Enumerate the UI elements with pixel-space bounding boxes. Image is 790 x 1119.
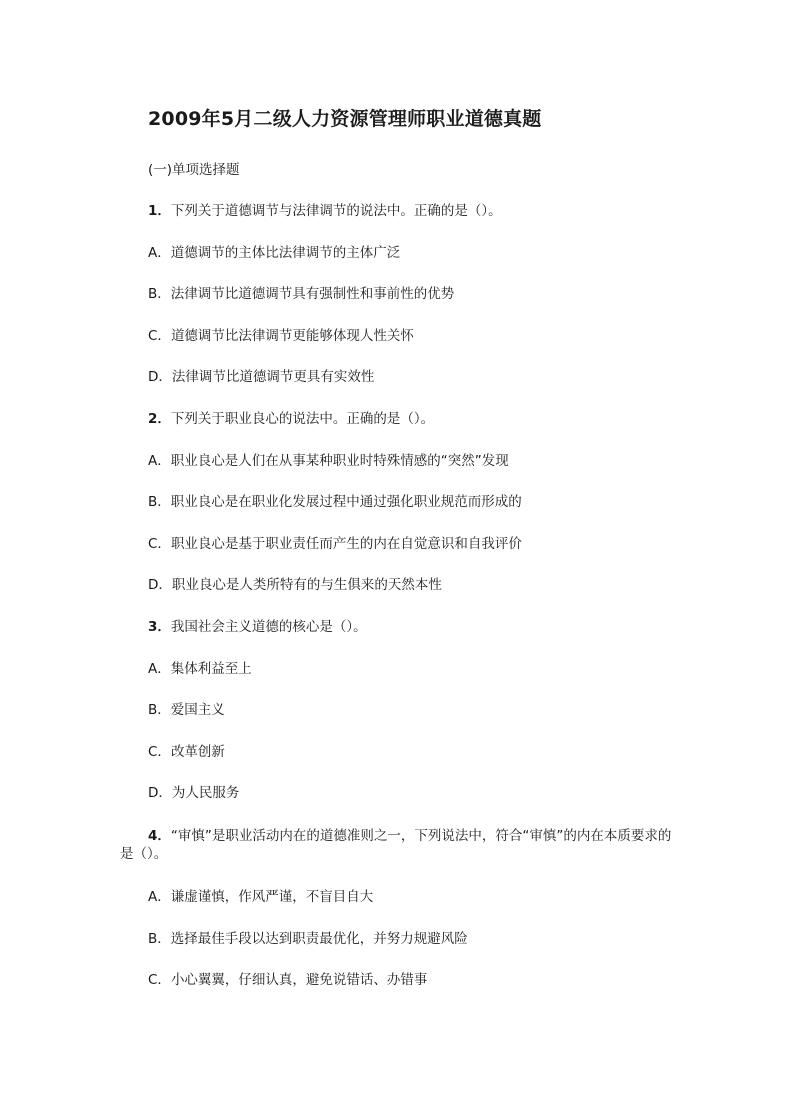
question-number: 4． — [148, 828, 171, 844]
option-text: 选择最佳手段以达到职责最优化，并努力规避风险 — [170, 931, 468, 947]
question-text: 我国社会主义道德的核心是（）。 — [170, 619, 367, 635]
q1-option-d — [148, 368, 374, 386]
q3-option-c — [148, 743, 225, 761]
option-letter: D． — [148, 577, 172, 593]
option-letter: C． — [148, 536, 171, 552]
question-text: 下列关于职业良心的说法中。正确的是（）。 — [170, 411, 435, 427]
option-text: 为人民服务 — [171, 785, 240, 801]
option-letter: C． — [148, 972, 171, 988]
option-text: 职业良心是基于职业责任而产生的内在自觉意识和自我评价 — [170, 536, 522, 552]
option-text: 小心翼翼，仔细认真，避免说错话、办错事 — [170, 972, 428, 988]
option-letter: A． — [148, 661, 171, 677]
option-text: 爱国主义 — [170, 702, 225, 718]
q4-option-b — [148, 930, 468, 948]
document-title: 2009年5月二级人力资源管理师职业道德真题 — [148, 108, 542, 130]
q3-option-b — [148, 701, 225, 719]
q1-option-a — [148, 244, 400, 262]
option-text: 集体利益至上 — [170, 661, 252, 677]
q2-option-d — [148, 576, 442, 594]
option-text: 改革创新 — [170, 744, 225, 760]
question-1 — [148, 202, 502, 220]
option-letter: B． — [148, 702, 171, 718]
option-text: 道德调节比法律调节更能够体现人性关怀 — [170, 328, 414, 344]
option-letter: D． — [148, 785, 172, 801]
option-letter: A． — [148, 245, 171, 261]
option-letter: B． — [148, 494, 171, 510]
q4-option-a — [148, 888, 373, 906]
question-2 — [148, 410, 434, 428]
option-text: 法律调节比道德调节更具有实效性 — [171, 369, 375, 385]
q2-option-b — [148, 493, 522, 511]
option-text: 法律调节比道德调节具有强制性和事前性的优势 — [170, 286, 455, 302]
question-3 — [148, 618, 367, 636]
q2-option-c — [148, 535, 522, 553]
q2-option-a — [148, 452, 509, 470]
question-text: 下列关于道德调节与法律调节的说法中。正确的是（）。 — [170, 203, 502, 219]
option-letter: A． — [148, 453, 171, 469]
q1-option-b — [148, 285, 454, 303]
option-letter: B． — [148, 931, 171, 947]
q3-option-d — [148, 784, 239, 802]
option-text: 职业良心是人类所特有的与生俱来的天然本性 — [171, 577, 442, 593]
option-letter: C． — [148, 328, 171, 344]
option-letter: A． — [148, 889, 171, 905]
option-text: 职业良心是人们在从事某种职业时特殊情感的“突然”发现 — [170, 453, 509, 469]
question-number: 1． — [148, 203, 171, 219]
option-letter: C． — [148, 744, 171, 760]
question-4 — [120, 827, 680, 863]
question-number: 3． — [148, 619, 171, 635]
q1-option-c — [148, 327, 414, 345]
option-letter: B． — [148, 286, 171, 302]
option-text: 道德调节的主体比法律调节的主体广泛 — [170, 245, 401, 261]
option-text: 职业良心是在职业化发展过程中通过强化职业规范而形成的 — [170, 494, 522, 510]
option-letter: D． — [148, 369, 172, 385]
section-heading: (一)单项选择题 — [148, 162, 240, 178]
q4-option-c — [148, 971, 427, 989]
q3-option-a — [148, 660, 252, 678]
question-number: 2． — [148, 411, 171, 427]
option-text: 谦虚谨慎，作风严谨，不盲目自大 — [170, 889, 374, 905]
question-text: “审慎”是职业活动内在的道德准则之一，下列说法中，符合“审慎”的内在本质要求的是（）。 — [120, 828, 672, 862]
